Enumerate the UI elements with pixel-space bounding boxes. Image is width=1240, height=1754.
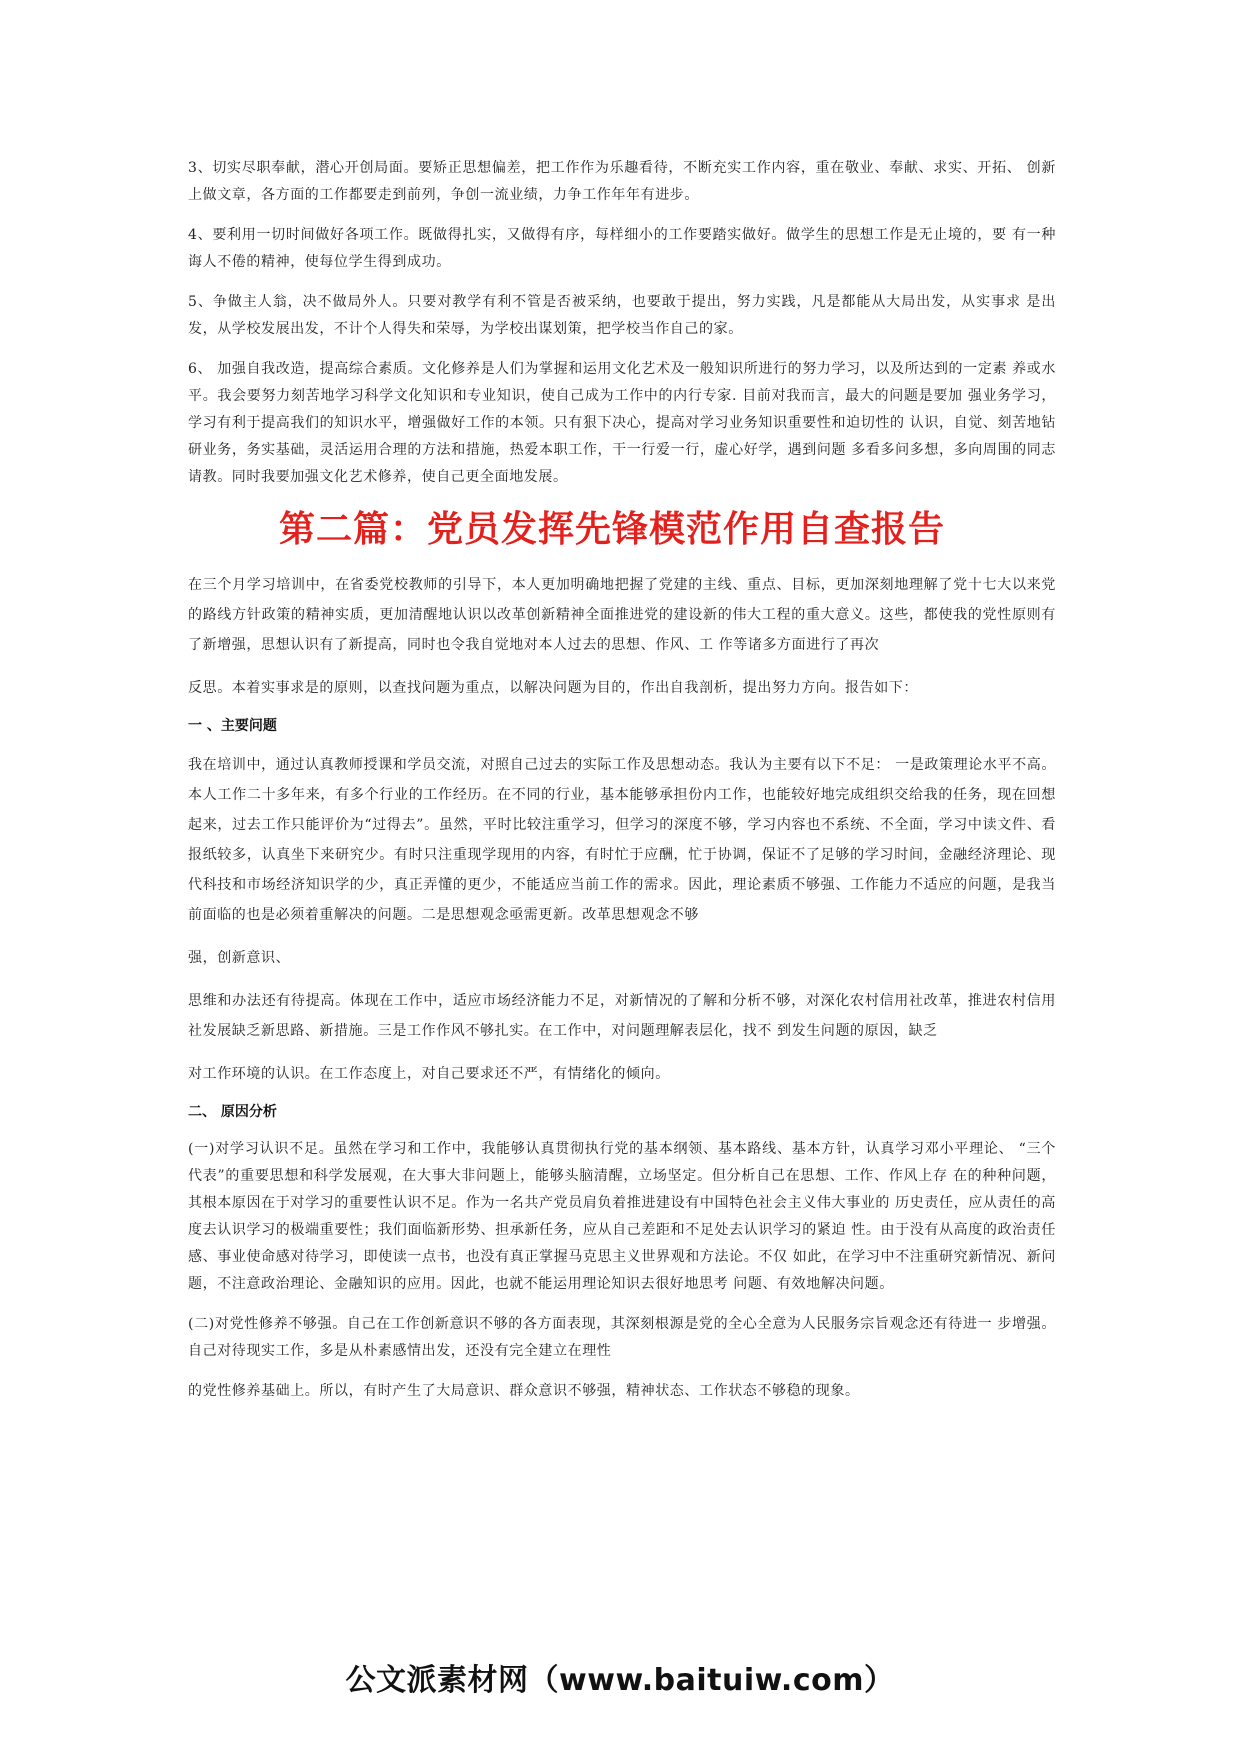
paragraph: 对工作环境的认识。在工作态度上，对自己要求还不严，有情绪化的倾向。: [188, 1066, 670, 1082]
intro-paragraph: 反思。本着实事求是的原则，以查找问题为重点，以解决问题为目的，作出自我剖析，提出努力方向。报告如下：: [188, 680, 918, 696]
section-title: 第二篇：党员发挥先锋模范作用自查报告: [278, 509, 945, 550]
document-body: [188, 155, 1056, 1418]
paragraph: (一)对学习认识不足。虽然在学习和工作中，我能够认真贯彻执行党的基本纲领、基本路线、基本方针，认真学习邓小平理论、 “三个代表”的重要思想和科学发展观，在大事大非问题上，能够头脑清醒，立场坚定。但分析自己在思想、工作、作风上存 在的种种问题，其根本原因在于对学习的重要性认识不足。作为一名共产党员肩负着推进建设有中国特色社会主义伟大事业的 历史责任，应从责任的高度去认识学习的极端重要性；我们面临新形势、担承新任务，应从自己差距和不足处去认识学习的紧迫 性。由于没有从高度的政治责任感、事业使命感对待学习，即使读一点书，也没有真正掌握马克思主义世界观和方法论。不仅 如此，在学习中不注重研究新情况、新问题，不注意政治理论、金融知识的应用。因此，也就不能运用理论知识去很好地思考 问题、有效地解决问题。: [188, 1141, 1056, 1292]
intro-paragraph: 在三个月学习培训中，在省委党校教师的引导下，本人更加明确地把握了党建的主线、重点、目标，更加深刻地理解了党十七大以来党的路线方针政策的精神实质，更加清醒地认识以改革创新精神全面推进党的建设新的伟大工程的重大意义。这些，都使我的党性原则有了新增强，思想认识有了新提高，同时也令我自觉地对本人过去的思想、作风、工 作等诸多方面进行了再次: [188, 577, 1056, 653]
paragraph: 的党性修养基础上。所以，有时产生了大局意识、群众意识不够强，精神状态、工作状态不够稳的现象。: [188, 1383, 860, 1399]
paragraph: 5、争做主人翁，决不做局外人。只要对教学有利不管是否被采纳，也要敢于提出，努力实践，凡是都能从大局出发，从实事求 是出发，从学校发展出发，不计个人得失和荣辱，为学校出谋划策，把学校当作自己的家。: [188, 294, 1056, 337]
paragraph: 我在培训中，通过认真教师授课和学员交流，对照自己过去的实际工作及思想动态。我认为主要有以下不足： 一是政策理论水平不高。本人工作二十多年来，有多个行业的工作经历。在不同的行业，基本能够承担份内工作，也能较好地完成组织交给我的任务，现在回想起来，过去工作只能评价为“过得去”。虽然，平时比较注重学习，但学习的深度不够，学习内容也不系统、不全面，学习中读文件、看报纸较多，认真坐下来研究少。有时只注重现学现用的内容，有时忙于应酬，忙于协调，保证不了足够的学习时间，金融经济理论、现代科技和市场经济知识学的少，真正弄懂的更少，不能适应当前工作的需求。因此，理论素质不够强、工作能力不适应的问题，是我当前面临的也是必须着重解决的问题。二是思想观念亟需更新。改革思想观念不够: [188, 757, 1056, 923]
paragraph: 6、 加强自我改造，提高综合素质。文化修养是人们为掌握和运用文化艺术及一般知识所进行的努力学习，以及所达到的一定素 养或水平。我会要努力刻苦地学习科学文化知识和专业知识，使自己成为工作中的内行专家. 目前对我而言，最大的问题是要加 强业务学习，学习有利于提高我们的知识水平，增强做好工作的本领。只有狠下决心，提高对学习业务知识重要性和迫切性的 认识，自觉、刻苦地钻研业务，务实基础，灵活运用合理的方法和措施，热爱本职工作，干一行爱一行，虚心好学，遇到问题 多看多问多想，多向周围的同志请教。同时我要加强文化艺术修养，使自己更全面地发展。: [188, 361, 1056, 485]
section-heading-main-problems: 一 、主要问题: [188, 718, 277, 734]
section-heading-cause-analysis: 二、 原因分析: [188, 1104, 277, 1120]
paragraph: 3、切实尽职奉献，潜心开创局面。要矫正思想偏差，把工作作为乐趣看待，不断充实工作内容，重在敬业、奉献、求实、开拓、 创新上做文章，各方面的工作都要走到前列，争创一流业绩，力争工作年年有进步。: [188, 160, 1056, 203]
paragraph: 思维和办法还有待提高。体现在工作中，适应市场经济能力不足，对新情况的了解和分析不够，对深化农村信用社改革，推进农村信用社发展缺乏新思路、新措施。三是工作作风不够扎实。在工作中，对问题理解表层化，找不 到发生问题的原因，缺乏: [188, 993, 1056, 1039]
footer-watermark: 公文派素材网（www.baituiw.com）: [345, 1663, 895, 1698]
paragraph: (二)对党性修养不够强。自己在工作创新意识不够的各方面表现，其深刻根源是党的全心全意为人民服务宗旨观念还有待进一 步增强。自己对待现实工作，多是从朴素感情出发，还没有完全建立在理性: [188, 1316, 1056, 1359]
paragraph: 4、要利用一切时间做好各项工作。既做得扎实，又做得有序，每样细小的工作要踏实做好。做学生的思想工作是无止境的，要 有一种诲人不倦的精神，使每位学生得到成功。: [188, 227, 1056, 270]
paragraph: 强，创新意识、: [188, 950, 291, 966]
